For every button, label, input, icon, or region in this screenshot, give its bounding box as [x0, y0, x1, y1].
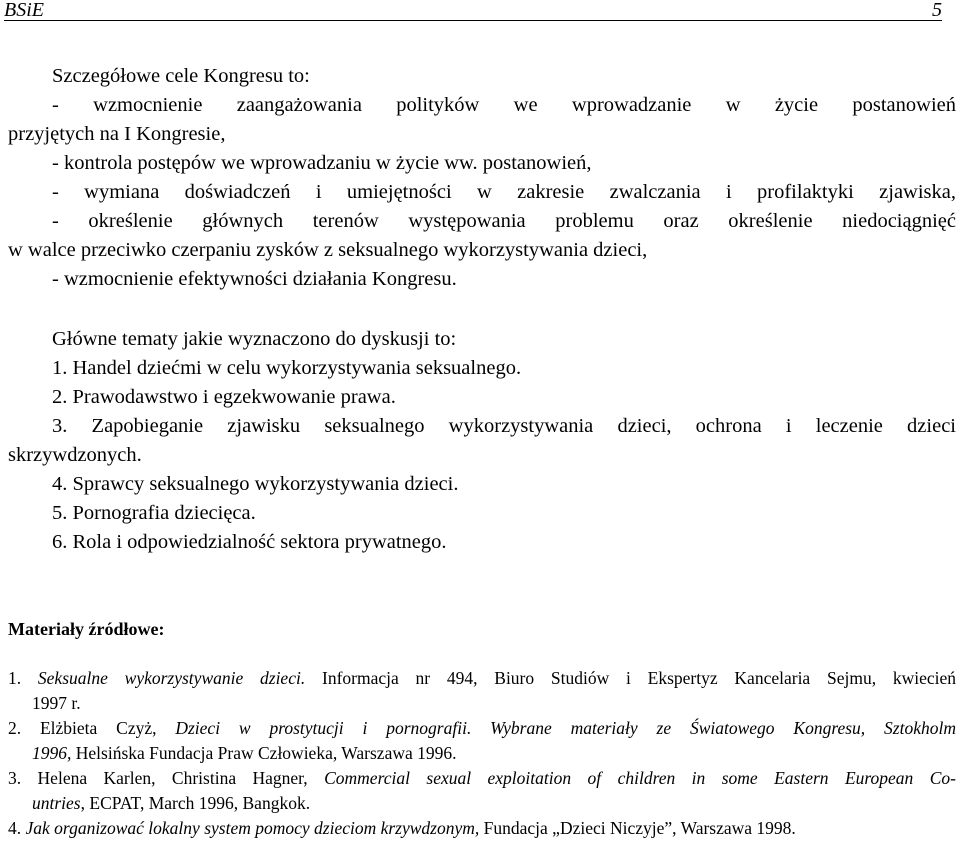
reference-1-title: Seksualne wykorzystywanie dzieci.: [37, 668, 306, 688]
reference-3-title: Commercial sexual exploitation of children in some Eastern European Co-: [324, 768, 956, 788]
topic-2: 2. Prawodawstwo i egzekwowanie prawa.: [52, 386, 396, 408]
goal-item-3: - wymiana doświadczeń i umiejętności w zakresie zwalczania i profilaktyki zjawiska,: [52, 181, 956, 203]
reference-4-publisher: Fundacja „Dzieci Niczyje”, Warszawa 1998.: [479, 818, 796, 838]
goal-item-4-line-2: w walce przeciwko czerpaniu zysków z seksualnego wykorzystywania dzieci,: [8, 239, 648, 261]
goal-item-1-line-1: - wzmocnienie zaangażowania polityków we wprowadzanie w życie postanowień: [52, 94, 956, 116]
reference-2-number: 2.: [8, 718, 40, 738]
reference-list: [8, 666, 956, 841]
congress-goals-section: [8, 62, 956, 294]
reference-1-number: 1.: [8, 668, 38, 688]
goal-item-5: - wzmocnienie efektywności działania Kongresu.: [52, 268, 457, 290]
reference-4: [8, 816, 956, 841]
reference-2-title: Dzieci w prostytucji i pornografii. Wybrane materiały ze Światowego Kongresu, Sztokholm: [175, 718, 956, 738]
reference-4-number: 4.: [8, 818, 26, 838]
topic-5: 5. Pornografia dziecięca.: [52, 502, 256, 524]
goal-item-4-line-1: - określenie głównych terenów występowania problemu oraz określenie niedociągnięć: [52, 210, 956, 232]
topic-3-line-1: 3. Zapobieganie zjawisku seksualnego wykorzystywania dzieci, ochrona i leczenie dzieci: [52, 415, 956, 437]
reference-3-authors: Helena Karlen, Christina Hagner,: [37, 768, 325, 788]
reference-1: [8, 666, 956, 716]
topic-1: 1. Handel dziećmi w celu wykorzystywania seksualnego.: [52, 357, 522, 379]
topic-3-line-2: skrzywdzonych.: [8, 444, 142, 466]
reference-3-title-end: untries: [32, 793, 81, 813]
reference-2-author: Elżbieta Czyż,: [39, 718, 176, 738]
reference-2-publisher: Helsińska Fundacja Praw Człowieka, Warszawa 1996.: [71, 743, 457, 763]
reference-2-year: 1996,: [32, 743, 72, 763]
reference-3-publisher: , ECPAT, March 1996, Bangkok.: [80, 793, 311, 813]
materials-heading: Materiały źródłowe:: [8, 619, 165, 639]
reference-4-title: Jak organizować lokalny system pomocy dzieciom krzywdzonym,: [25, 818, 480, 838]
reference-1-details: Informacja nr 494, Biuro Studiów i Ekspertyz Kancelaria Sejmu, kwiecień: [305, 668, 957, 688]
page-number: 5: [932, 0, 942, 21]
journal-abbreviation: BSiE: [4, 0, 44, 21]
reference-2: [8, 716, 956, 766]
reference-1-continuation: 1997 r.: [32, 693, 81, 713]
topic-4: 4. Sprawcy seksualnego wykorzystywania dzieci.: [52, 473, 459, 495]
reference-3: [8, 766, 956, 816]
topics-intro: Główne tematy jakie wyznaczono do dyskusji to:: [52, 328, 457, 350]
discussion-topics-section: [8, 325, 956, 557]
topic-6: 6. Rola i odpowiedzialność sektora prywatnego.: [52, 531, 447, 553]
reference-3-number: 3.: [8, 768, 38, 788]
page-header: [4, 0, 942, 21]
goals-intro: Szczegółowe cele Kongresu to:: [52, 65, 310, 87]
goal-item-2: - kontrola postępów we wprowadzaniu w życie ww. postanowień,: [52, 152, 592, 174]
goal-item-1-line-2: przyjętych na I Kongresie,: [8, 123, 226, 145]
